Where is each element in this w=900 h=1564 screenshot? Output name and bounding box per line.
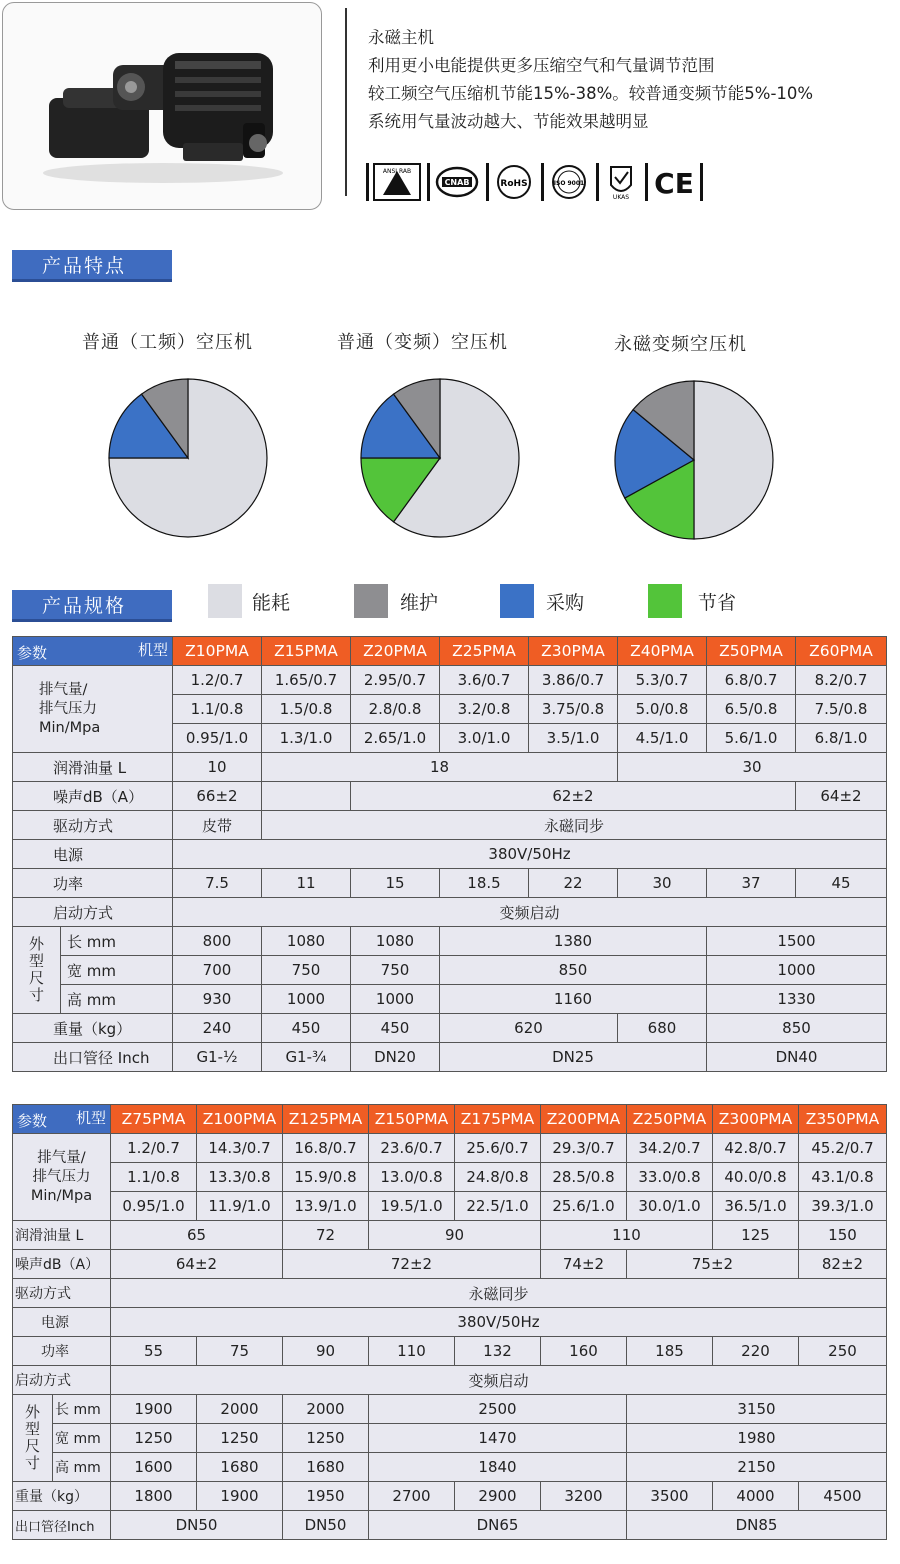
intro-line-1: 永磁主机	[368, 28, 434, 47]
table-cell: 2.8/0.8	[351, 695, 440, 724]
table-cell: 1.1/0.8	[111, 1163, 197, 1192]
section-specs-header: 产品规格	[12, 590, 172, 622]
table-cell: 75	[197, 1337, 283, 1366]
table-cell: 13.3/0.8	[197, 1163, 283, 1192]
table1-model: Z40PMA	[618, 637, 707, 666]
ce-text: CE	[654, 167, 694, 200]
table-cell: 1900	[197, 1482, 283, 1511]
table1-flow-label: 排气量/ 排气压力 Min/Mpa	[13, 666, 173, 753]
table-cell: 36.5/1.0	[713, 1192, 799, 1221]
table1-height-label: 高 mm	[61, 985, 173, 1014]
table-cell: 1950	[283, 1482, 369, 1511]
table2-model: Z75PMA	[111, 1105, 197, 1134]
ce-logo	[645, 163, 703, 201]
table2-power-source-label: 电源	[13, 1308, 111, 1337]
certification-logos	[366, 160, 703, 204]
table-cell: 3.6/0.7	[440, 666, 529, 695]
table-cell: 永磁同步	[111, 1279, 887, 1308]
ukas-logo	[596, 163, 639, 201]
table-cell: 110	[369, 1337, 455, 1366]
table-cell: 680	[618, 1014, 707, 1043]
table-cell: 45	[796, 869, 887, 898]
table-cell: 5.3/0.7	[618, 666, 707, 695]
table-cell: 3.75/0.8	[529, 695, 618, 724]
table-row	[13, 1192, 887, 1221]
table-cell: 24.8/0.8	[455, 1163, 541, 1192]
legend-swatch-purchase	[500, 584, 534, 618]
table-row	[13, 1337, 887, 1366]
table2-oil-label: 润滑油量 L	[13, 1221, 111, 1250]
pie-chart-2	[360, 378, 520, 538]
table-row	[13, 985, 887, 1014]
table-cell: 750	[351, 956, 440, 985]
table-cell: 4000	[713, 1482, 799, 1511]
table-cell: 2.65/1.0	[351, 724, 440, 753]
intro-line-2: 利用更小电能提供更多压缩空气和气量调节范围	[368, 56, 715, 75]
table-row	[13, 1308, 887, 1337]
pie-title-2: 普通（变频）空压机	[337, 332, 508, 353]
table-cell: 1.5/0.8	[262, 695, 351, 724]
table-cell: 3.0/1.0	[440, 724, 529, 753]
table1-model: Z10PMA	[173, 637, 262, 666]
table-cell: 0.95/1.0	[173, 724, 262, 753]
table-cell: 82±2	[799, 1250, 887, 1279]
spec-table-2	[12, 1104, 887, 1540]
table-row	[13, 1453, 887, 1482]
table1-corner-param-label: 参数	[17, 644, 48, 662]
table1-model: Z20PMA	[351, 637, 440, 666]
table-cell: 850	[440, 956, 707, 985]
table1-model: Z25PMA	[440, 637, 529, 666]
table-cell: 15	[351, 869, 440, 898]
table-cell: DN20	[351, 1043, 440, 1072]
product-photo-frame	[2, 2, 322, 210]
table-cell: 620	[440, 1014, 618, 1043]
table-cell: 1250	[283, 1424, 369, 1453]
table-cell: DN50	[283, 1511, 369, 1540]
table-cell: DN40	[707, 1043, 887, 1072]
table-cell: 65	[111, 1221, 283, 1250]
ansi-rab-logo	[366, 163, 421, 201]
table-cell: 1080	[351, 927, 440, 956]
table2-model: Z300PMA	[713, 1105, 799, 1134]
table-cell: 25.6/1.0	[541, 1192, 627, 1221]
table-cell: 8.2/0.7	[796, 666, 887, 695]
table-cell: 皮带	[173, 811, 262, 840]
table-cell: 16.8/0.7	[283, 1134, 369, 1163]
table-cell: 14.3/0.7	[197, 1134, 283, 1163]
table-cell: 2700	[369, 1482, 455, 1511]
table2-corner	[13, 1105, 111, 1134]
pie-title-3: 永磁变频空压机	[614, 334, 747, 355]
table2-model: Z150PMA	[369, 1105, 455, 1134]
table-cell: G1-¾	[262, 1043, 351, 1072]
table-row	[13, 956, 887, 985]
table1-weight-label: 重量（kg）	[13, 1014, 173, 1043]
intro-line-4: 系统用气量波动越大、节能效果越明显	[368, 112, 649, 131]
table1-drive-label: 驱动方式	[13, 811, 173, 840]
table-cell: 1380	[440, 927, 707, 956]
table1-dimension-group-label: 外 型 尺 寸	[13, 927, 61, 1014]
legend-swatch-savings	[648, 584, 682, 618]
table1-width-label: 宽 mm	[61, 956, 173, 985]
table1-power-label: 功率	[13, 869, 173, 898]
table-row	[13, 666, 887, 695]
table-cell: 125	[713, 1221, 799, 1250]
legend-label-maintenance: 维护	[400, 592, 439, 614]
legend-label-energy: 能耗	[252, 592, 291, 614]
table2-noise-label: 噪声dB（A）	[13, 1250, 111, 1279]
table-cell: 7.5/0.8	[796, 695, 887, 724]
table-row	[13, 1424, 887, 1453]
table-cell: 132	[455, 1337, 541, 1366]
table-row	[13, 869, 887, 898]
section-features-header: 产品特点	[12, 250, 172, 282]
pie-slice-能耗	[694, 381, 773, 539]
table-cell: 240	[173, 1014, 262, 1043]
table-cell: 23.6/0.7	[369, 1134, 455, 1163]
pie-title-1: 普通（工频）空压机	[82, 332, 253, 353]
table-cell: 0.95/1.0	[111, 1192, 197, 1221]
table2-model: Z100PMA	[197, 1105, 283, 1134]
table1-model: Z15PMA	[262, 637, 351, 666]
iso-9001-text: ISO 9001	[553, 180, 585, 187]
table-cell: 15.9/0.8	[283, 1163, 369, 1192]
table2-model: Z200PMA	[541, 1105, 627, 1134]
table-row	[13, 811, 887, 840]
table1-noise-label: 噪声dB（A）	[13, 782, 173, 811]
table2-start-label: 启动方式	[13, 1366, 111, 1395]
table-row	[13, 1250, 887, 1279]
table-cell: 110	[541, 1221, 713, 1250]
ukas-text: UKAS	[612, 194, 630, 201]
table1-start-label: 启动方式	[13, 898, 173, 927]
table-cell: 1000	[262, 985, 351, 1014]
table-cell: 930	[173, 985, 262, 1014]
table2-weight-label: 重量（kg）	[13, 1482, 111, 1511]
rohs-logo	[486, 163, 535, 201]
table1-model: Z60PMA	[796, 637, 887, 666]
table-cell: 90	[283, 1337, 369, 1366]
table2-dimension-group-label: 外 型 尺 寸	[13, 1395, 53, 1482]
table-cell: 72	[283, 1221, 369, 1250]
legend-label-purchase: 采购	[546, 592, 585, 614]
table-cell: 380V/50Hz	[173, 840, 887, 869]
table-cell: 3.86/0.7	[529, 666, 618, 695]
table-cell: 1840	[369, 1453, 627, 1482]
table1-power-source-label: 电源	[13, 840, 173, 869]
table-cell: 55	[111, 1337, 197, 1366]
table-cell: 1500	[707, 927, 887, 956]
table-cell: 变频启动	[173, 898, 887, 927]
table-cell: 30	[618, 869, 707, 898]
table-cell: DN65	[369, 1511, 627, 1540]
table-cell: 185	[627, 1337, 713, 1366]
table-cell: 3.5/1.0	[529, 724, 618, 753]
table-cell: 2900	[455, 1482, 541, 1511]
table-row	[13, 753, 887, 782]
table-cell: 18.5	[440, 869, 529, 898]
table-row	[13, 1134, 887, 1163]
table1-outlet-label: 出口管径 Inch	[13, 1043, 173, 1072]
table-cell: 1680	[197, 1453, 283, 1482]
table-cell: 66±2	[173, 782, 262, 811]
table-cell: 75±2	[627, 1250, 799, 1279]
table-cell: 18	[262, 753, 618, 782]
cnab-text: CNAB	[444, 178, 470, 187]
table-cell: 13.9/1.0	[283, 1192, 369, 1221]
table-cell: 22.5/1.0	[455, 1192, 541, 1221]
table-cell: 1.1/0.8	[173, 695, 262, 724]
table-cell: 10	[173, 753, 262, 782]
table2-drive-label: 驱动方式	[13, 1279, 111, 1308]
table-cell: 22	[529, 869, 618, 898]
table1-length-label: 长 mm	[61, 927, 173, 956]
legend-swatch-maintenance	[354, 584, 388, 618]
pie-chart-3	[614, 380, 774, 540]
table-cell: 6.8/1.0	[796, 724, 887, 753]
table-row	[13, 898, 887, 927]
table-cell: 6.5/0.8	[707, 695, 796, 724]
table-cell: 40.0/0.8	[713, 1163, 799, 1192]
table-row	[13, 1014, 887, 1043]
table-cell: 11.9/1.0	[197, 1192, 283, 1221]
table1-header-row	[13, 637, 887, 666]
table-row	[13, 927, 887, 956]
table2-length-label: 长 mm	[53, 1395, 111, 1424]
table-cell: 1800	[111, 1482, 197, 1511]
table-cell: 220	[713, 1337, 799, 1366]
table-cell: 2000	[197, 1395, 283, 1424]
table-cell: 4.5/1.0	[618, 724, 707, 753]
table-cell: 750	[262, 956, 351, 985]
table2-corner-model-label: 机型	[75, 1109, 106, 1127]
table-row	[13, 1511, 887, 1540]
table-cell: 3150	[627, 1395, 887, 1424]
table-cell: 62±2	[351, 782, 796, 811]
table-cell: 160	[541, 1337, 627, 1366]
table-cell: 1.65/0.7	[262, 666, 351, 695]
table-cell: 永磁同步	[262, 811, 887, 840]
table-cell: 64±2	[796, 782, 887, 811]
table1-corner	[13, 637, 173, 666]
table-cell: 1250	[197, 1424, 283, 1453]
table-row	[13, 1043, 887, 1072]
table2-model: Z350PMA	[799, 1105, 887, 1134]
table1-corner-model-label: 机型	[137, 641, 168, 659]
table-cell: 25.6/0.7	[455, 1134, 541, 1163]
intro-line-3: 较工频空气压缩机节能15%-38%。较普通变频节能5%-10%	[368, 84, 814, 103]
legend-label-savings: 节省	[698, 592, 737, 614]
table-cell: 3.2/0.8	[440, 695, 529, 724]
table2-flow-label: 排气量/ 排气压力 Min/Mpa	[13, 1134, 111, 1221]
table-cell: DN85	[627, 1511, 887, 1540]
table-cell: 1250	[111, 1424, 197, 1453]
table-cell: 150	[799, 1221, 887, 1250]
table-cell: 1080	[262, 927, 351, 956]
table-cell: 450	[262, 1014, 351, 1043]
table-cell: 13.0/0.8	[369, 1163, 455, 1192]
table-cell: 2150	[627, 1453, 887, 1482]
table-cell: 1680	[283, 1453, 369, 1482]
table-cell: 11	[262, 869, 351, 898]
table-cell: 2500	[369, 1395, 627, 1424]
table-row	[13, 1395, 887, 1424]
iso-9001-logo	[541, 163, 590, 201]
table-cell: 39.3/1.0	[799, 1192, 887, 1221]
table2-model: Z175PMA	[455, 1105, 541, 1134]
table-cell: 29.3/0.7	[541, 1134, 627, 1163]
table-cell: 45.2/0.7	[799, 1134, 887, 1163]
table-cell: 1470	[369, 1424, 627, 1453]
table-cell: 1000	[351, 985, 440, 1014]
table-row	[13, 1366, 887, 1395]
table2-power-label: 功率	[13, 1337, 111, 1366]
table2-outlet-label: 出口管径Inch	[13, 1511, 111, 1540]
table-cell: 2000	[283, 1395, 369, 1424]
rohs-text: RoHS	[500, 179, 528, 189]
table-row	[13, 1221, 887, 1250]
table-cell: 30.0/1.0	[627, 1192, 713, 1221]
table-row	[13, 840, 887, 869]
table-cell: 380V/50Hz	[111, 1308, 887, 1337]
table-cell: 1000	[707, 956, 887, 985]
table-cell: 42.8/0.7	[713, 1134, 799, 1163]
table-cell: 74±2	[541, 1250, 627, 1279]
table-cell: DN50	[111, 1511, 283, 1540]
table-cell: 37	[707, 869, 796, 898]
table-cell: 43.1/0.8	[799, 1163, 887, 1192]
legend-swatch-energy	[208, 584, 242, 618]
table-cell: 1.2/0.7	[111, 1134, 197, 1163]
table1-model: Z30PMA	[529, 637, 618, 666]
table-cell: 250	[799, 1337, 887, 1366]
cnab-logo	[427, 163, 480, 201]
table-cell: 19.5/1.0	[369, 1192, 455, 1221]
table-cell: 5.0/0.8	[618, 695, 707, 724]
ansi-rab-text: ANSI RAB	[382, 168, 412, 175]
table-row	[13, 1482, 887, 1511]
table-cell: 1980	[627, 1424, 887, 1453]
spec-table-1	[12, 636, 887, 1072]
table-cell: 1600	[111, 1453, 197, 1482]
table-cell: 1900	[111, 1395, 197, 1424]
table2-model: Z125PMA	[283, 1105, 369, 1134]
table-row	[13, 782, 887, 811]
table-cell: 变频启动	[111, 1366, 887, 1395]
table-cell: 7.5	[173, 869, 262, 898]
table-cell: 90	[369, 1221, 541, 1250]
table-cell: 3500	[627, 1482, 713, 1511]
table-row	[13, 1279, 887, 1308]
table2-corner-param-label: 参数	[17, 1112, 48, 1130]
table-cell: 3200	[541, 1482, 627, 1511]
table-cell: 6.8/0.7	[707, 666, 796, 695]
table-cell: 800	[173, 927, 262, 956]
table-cell: 700	[173, 956, 262, 985]
divider-line	[345, 8, 347, 196]
table-cell: G1-½	[173, 1043, 262, 1072]
compressor-image	[3, 3, 321, 209]
table-cell: DN25	[440, 1043, 707, 1072]
table-row	[13, 1163, 887, 1192]
table-cell: 28.5/0.8	[541, 1163, 627, 1192]
table-cell: 4500	[799, 1482, 887, 1511]
table-cell: 1.2/0.7	[173, 666, 262, 695]
table-cell: 64±2	[111, 1250, 283, 1279]
table-cell	[262, 782, 351, 811]
table2-model: Z250PMA	[627, 1105, 713, 1134]
table-cell: 34.2/0.7	[627, 1134, 713, 1163]
table-cell: 450	[351, 1014, 440, 1043]
table-cell: 1160	[440, 985, 707, 1014]
table-cell: 1330	[707, 985, 887, 1014]
table-cell: 1.3/1.0	[262, 724, 351, 753]
pie-chart-1	[108, 378, 268, 538]
table-cell: 5.6/1.0	[707, 724, 796, 753]
table1-model: Z50PMA	[707, 637, 796, 666]
table2-width-label: 宽 mm	[53, 1424, 111, 1453]
table-cell: 2.95/0.7	[351, 666, 440, 695]
table-cell: 33.0/0.8	[627, 1163, 713, 1192]
table-cell: 850	[707, 1014, 887, 1043]
intro-text	[368, 24, 813, 136]
table-cell: 72±2	[283, 1250, 541, 1279]
table-cell: 30	[618, 753, 887, 782]
table2-header-row	[13, 1105, 887, 1134]
table1-oil-label: 润滑油量 L	[13, 753, 173, 782]
table2-height-label: 高 mm	[53, 1453, 111, 1482]
